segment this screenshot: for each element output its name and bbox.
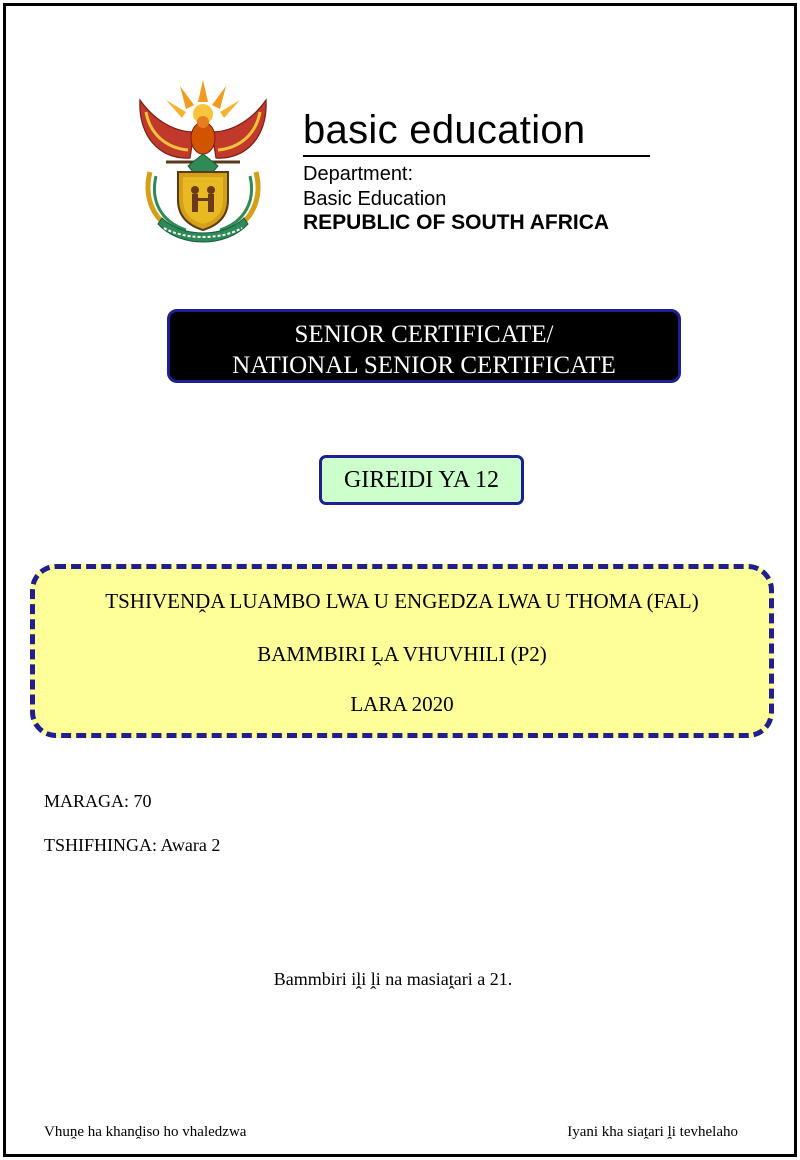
paper-title-box bbox=[30, 564, 774, 738]
certificate-banner bbox=[167, 309, 681, 383]
grade-badge: GIREIDI YA 12 bbox=[319, 455, 524, 505]
subject-title: TSHIVENḒA LUAMBO LWA U ENGEDZA LWA U THOMA (FAL) bbox=[105, 589, 699, 613]
logo-wordmark: basic education bbox=[303, 108, 586, 152]
time-label: TSHIFHINGA: Awara 2 bbox=[44, 835, 221, 855]
marks-label: MARAGA: 70 bbox=[44, 791, 152, 811]
footer-next-page: Iyani kha siaṱari ḽi tevhelaho bbox=[567, 1124, 738, 1140]
logo-divider bbox=[303, 155, 650, 157]
department-label: Department: bbox=[303, 163, 414, 185]
page-count-note: Bammbiri iḽi ḽi na masiaṱari a 21. bbox=[273, 969, 513, 989]
footer-copyright: Vhuṋe ha khanḓiso ho vhaledzwa bbox=[44, 1124, 247, 1140]
certificate-line-1: SENIOR CERTIFICATE/ bbox=[294, 321, 554, 348]
exam-session: LARA 2020 bbox=[350, 692, 454, 716]
department-name: Basic Education bbox=[303, 188, 447, 210]
certificate-line-2: NATIONAL SENIOR CERTIFICATE bbox=[232, 352, 616, 379]
country-name: REPUBLIC OF SOUTH AFRICA bbox=[303, 211, 610, 234]
paper-name: BAMMBIRI ḼA VHUVHILI (P2) bbox=[257, 642, 547, 666]
coat-of-arms-logo bbox=[128, 72, 278, 250]
